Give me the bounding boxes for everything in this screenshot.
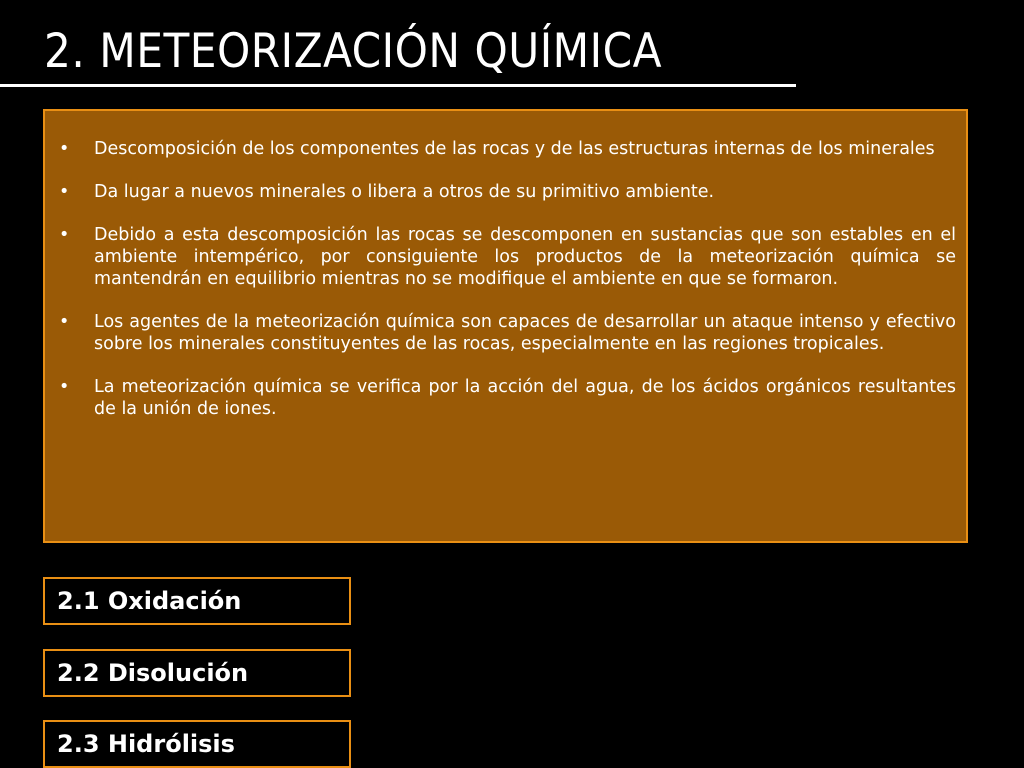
bullet-dot-icon: • bbox=[59, 377, 70, 397]
bullet-item bbox=[59, 224, 956, 290]
bullet-text: Debido a esta descomposición las rocas se descomponen en sustancias que son estables en el ambiente intempérico, por consiguiente los productos de la meteorización química se mantendrán en equilibrio mientras no se modifique el ambiente en que se formaron. bbox=[94, 225, 956, 289]
bullet-item bbox=[59, 138, 956, 160]
slide-title: 2. METEORIZACIÓN QUÍMICA bbox=[44, 24, 663, 79]
bullet-text: Los agentes de la meteorización química son capaces de desarrollar un ataque intenso y efectivo sobre los minerales constituyentes de las rocas, especialmente en las regiones tropicales. bbox=[94, 312, 956, 354]
bullet-item bbox=[59, 311, 956, 355]
bullet-text: Da lugar a nuevos minerales o libera a otros de su primitivo ambiente. bbox=[94, 182, 715, 202]
subtopic-hidrolisis[interactable]: 2.3 Hidrólisis bbox=[43, 720, 351, 768]
subtopic-oxidacion[interactable]: 2.1 Oxidación bbox=[43, 577, 351, 625]
bullet-dot-icon: • bbox=[59, 139, 70, 159]
title-underline bbox=[0, 84, 796, 87]
bullet-dot-icon: • bbox=[59, 225, 70, 245]
content-box bbox=[43, 109, 968, 543]
bullet-item bbox=[59, 376, 956, 420]
bullet-item bbox=[59, 181, 956, 203]
subtopic-disolucion[interactable]: 2.2 Disolución bbox=[43, 649, 351, 697]
bullet-list bbox=[59, 138, 956, 420]
bullet-dot-icon: • bbox=[59, 312, 70, 332]
bullet-dot-icon: • bbox=[59, 182, 70, 202]
bullet-text: La meteorización química se verifica por la acción del agua, de los ácidos orgánicos resultantes de la unión de iones. bbox=[94, 377, 956, 419]
bullet-text: Descomposición de los componentes de las rocas y de las estructuras internas de los minerales bbox=[94, 139, 935, 159]
